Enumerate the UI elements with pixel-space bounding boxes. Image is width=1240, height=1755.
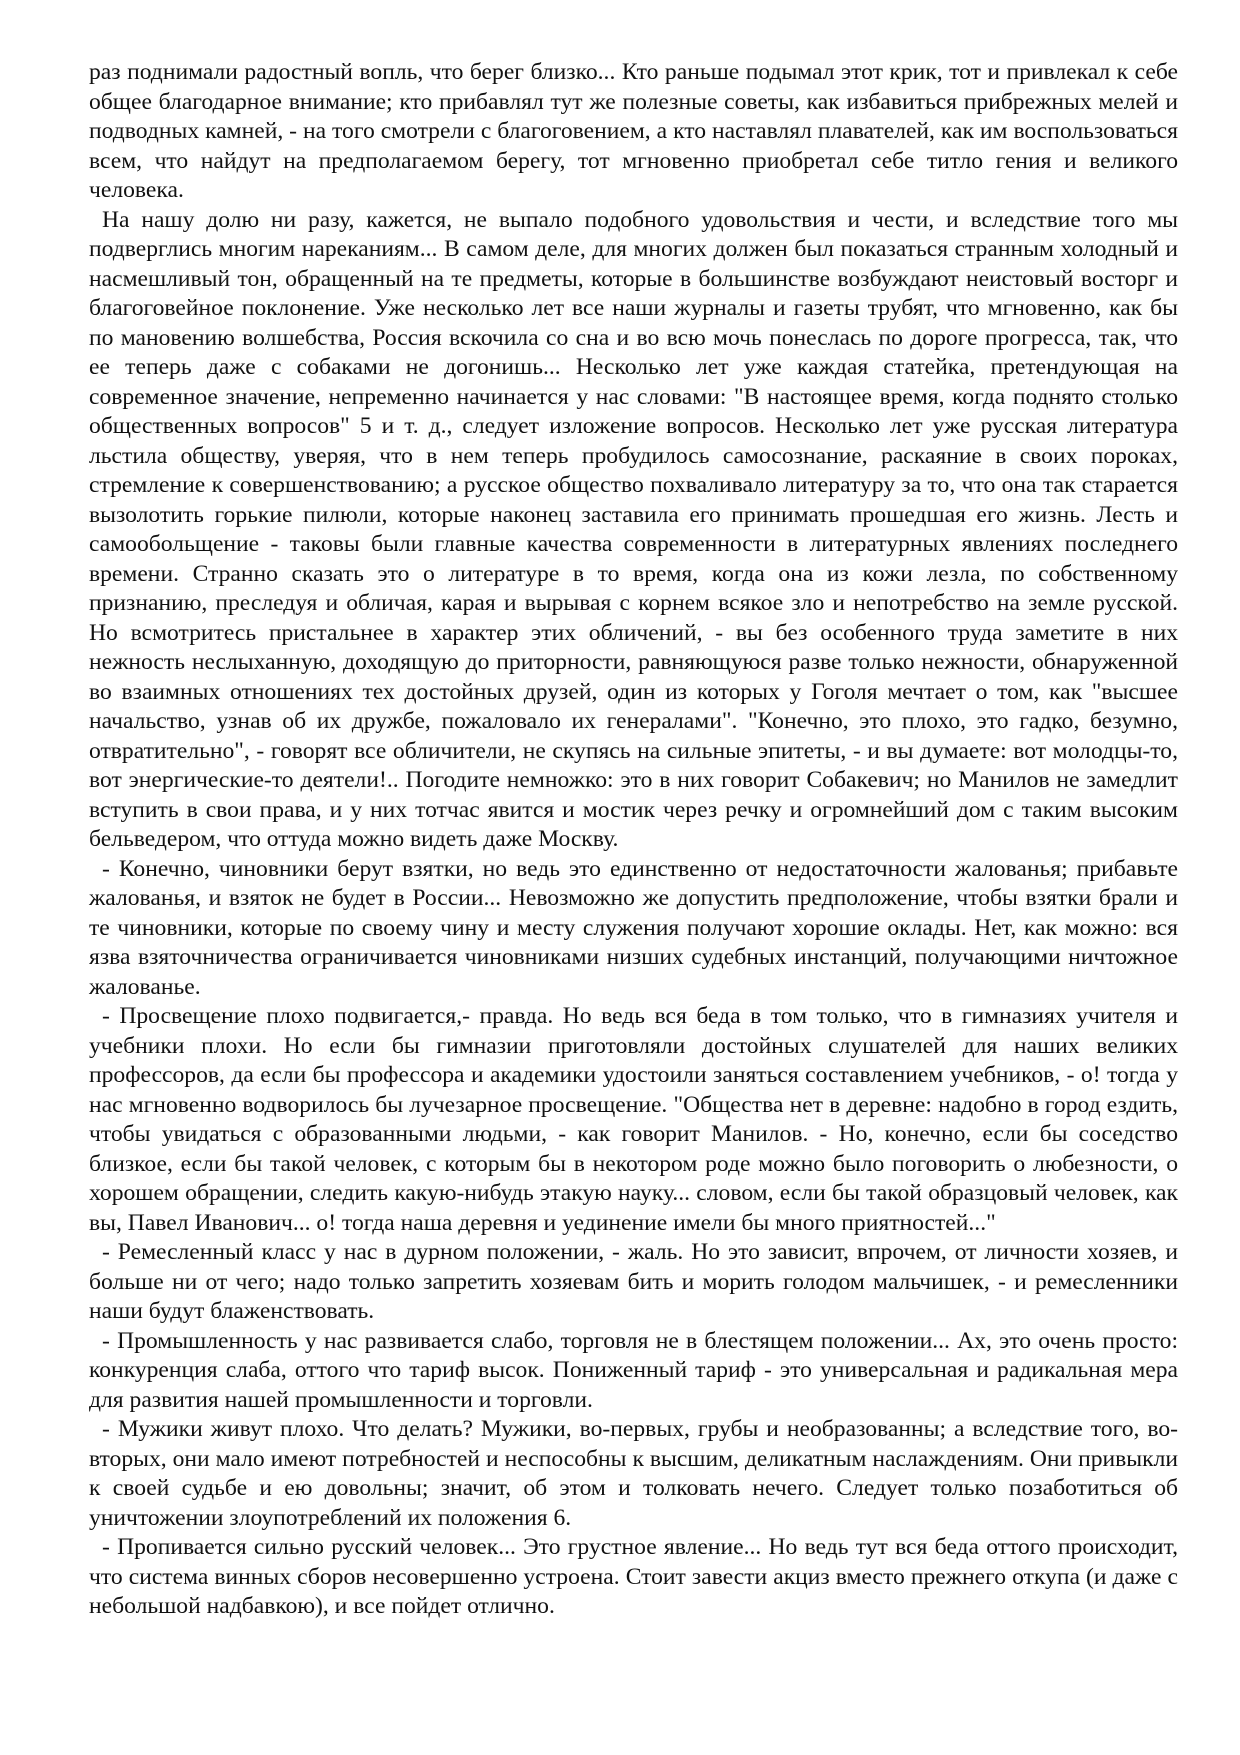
body-text bbox=[89, 58, 1178, 1622]
paragraph-4: - Просвещение плохо подвигается,- правда. Но ведь вся беда в том только, что в гимназиях учителя и учебники плохи. Но если бы гимназии приготовляли достойных слушателей для наших великих профессоров, да если бы профессора и академики удостоили заняться составлением учебников, - о! тогда у нас мгновенно водворилось бы лучезарное просвещение. "Общества нет в деревне: надобно в город ездить, чтобы увидаться с образованными людьми, - как говорит Манилов. - Но, конечно, если бы соседство близкое, если бы такой человек, с которым бы в некотором роде можно было поговорить о любезности, о хорошем обращении, следить какую-нибудь этакую науку... словом, если бы такой образцовый человек, как вы, Павел Иванович... о! тогда наша деревня и уединение имели бы много приятностей..." bbox=[89, 1003, 1178, 1236]
paragraph-3: - Конечно, чиновники берут взятки, но ведь это единственно от недостаточности жалованья; прибавьте жалованья, и взяток не будет в России... Невозможно же допустить предположение, чтобы взятки брали и те чиновники, которые по своему чину и месту служения получают хорошие оклады. Нет, как можно: вся язва взяточничества ограничивается чиновниками низших судебных инстанций, получающими ничтожное жалованье. bbox=[89, 855, 1178, 1000]
paragraph-6: - Промышленность у нас развивается слабо, торговля не в блестящем положении... Ах, это очень просто: конкуренция слаба, оттого что тариф высок. Пониженный тариф - это универсальная и радикальная мера для развития нашей промышленности и торговли. bbox=[89, 1327, 1178, 1413]
paragraph-8: - Пропивается сильно русский человек... Это грустное явление... Но ведь тут вся беда оттого происходит, что система винных сборов несовершенно устроена. Стоит завести акциз вместо прежнего откупа (и даже с небольшой надбавкою), и все пойдет отлично. bbox=[89, 1534, 1178, 1619]
paragraph-1: раз поднимали радостный вопль, что берег близко... Кто раньше подымал этот крик, тот и привлекал к себе общее благодарное внимание; кто прибавлял тут же полезные советы, как избавиться прибрежных мелей и подводных камней, - на того смотрели с благоговением, а кто наставлял плавателей, как им воспользоваться всем, что найдут на предполагаемом берегу, тот мгновенно приобретал себе титло гения и великого человека. bbox=[89, 59, 1178, 203]
paragraph-2: На нашу долю ни разу, кажется, не выпало подобного удовольствия и чести, и вследствие того мы подверглись многим нареканиям... В самом деле, для многих должен был показаться странным холодный и насмешливый тон, обращенный на те предметы, которые в большинстве возбуждают неистовый восторг и благоговейное поклонение. Уже несколько лет все наши журналы и газеты трубят, что мгновенно, как бы по мановению волшебства, Россия вскочила со сна и во всю мочь понеслась по дороге прогресса, так, что ее теперь даже с собаками не догонишь... Несколько лет уже каждая статейка, претендующая на современное значение, непременно начинается у нас словами: "В настоящее время, когда поднято столько общественных вопросов" 5 и т. д., следует изложение вопросов. Несколько лет уже русская литература льстила обществу, уверяя, что в нем теперь пробудилось самосознание, раскаяние в своих пороках, стремление к совершенствованию; а русское общество похваливало литературу за то, что она так старается вызолотить горькие пилюли, которые наконец заставила его принимать прошедшая его жизнь. Лесть и самообольщение - таковы были главные качества современности в литературных явлениях последнего времени. Странно сказать это о литературе в то время, когда она из кожи лезла, по собственному признанию, преследуя и обличая, карая и вырывая с корнем всякое зло и непотребство на земле русской. Но всмотритесь пристальнее в характер этих обличений, - вы без особенного труда заметите в них нежность неслыханную, доходящую до приторности, равняющуюся разве только нежности, обнаруженной во взаимных отношениях тех достойных друзей, один из которых у Гоголя мечтает о том, как "высшее начальство, узнав об их дружбе, пожаловало их генералами". "Конечно, это плохо, это гадко, безумно, отвратительно", - говорят все обличители, не скупясь на сильные эпитеты, - и вы думаете: вот молодцы-то, вот энергические-то деятели!.. Погодите немножко: это в них говорит Собакевич; но Манилов не замедлит вступить в свои права, и у них тотчас явится и мостик через речку и огромнейший дом с таким высоким бельведером, что оттуда можно видеть даже Москву. bbox=[89, 206, 1178, 852]
paragraph-5: - Ремесленный класс у нас в дурном положении, - жаль. Но это зависит, впрочем, от личности хозяев, и больше ни от чего; надо только запретить хозяевам бить и морить голодом мальчишек, - и ремесленники наши будут блаженствовать. bbox=[89, 1239, 1178, 1324]
paragraph-7: - Мужики живут плохо. Что делать? Мужики, во-первых, грубы и необразованны; а вследствие того, во-вторых, они мало имеют потребностей и неспособны к высшим, деликатным наслаждениям. Они привыкли к своей судьбе и ею довольны; значит, об этом и толковать нечего. Следует только позаботиться об уничтожении злоупотреблений их положения 6. bbox=[89, 1416, 1178, 1531]
